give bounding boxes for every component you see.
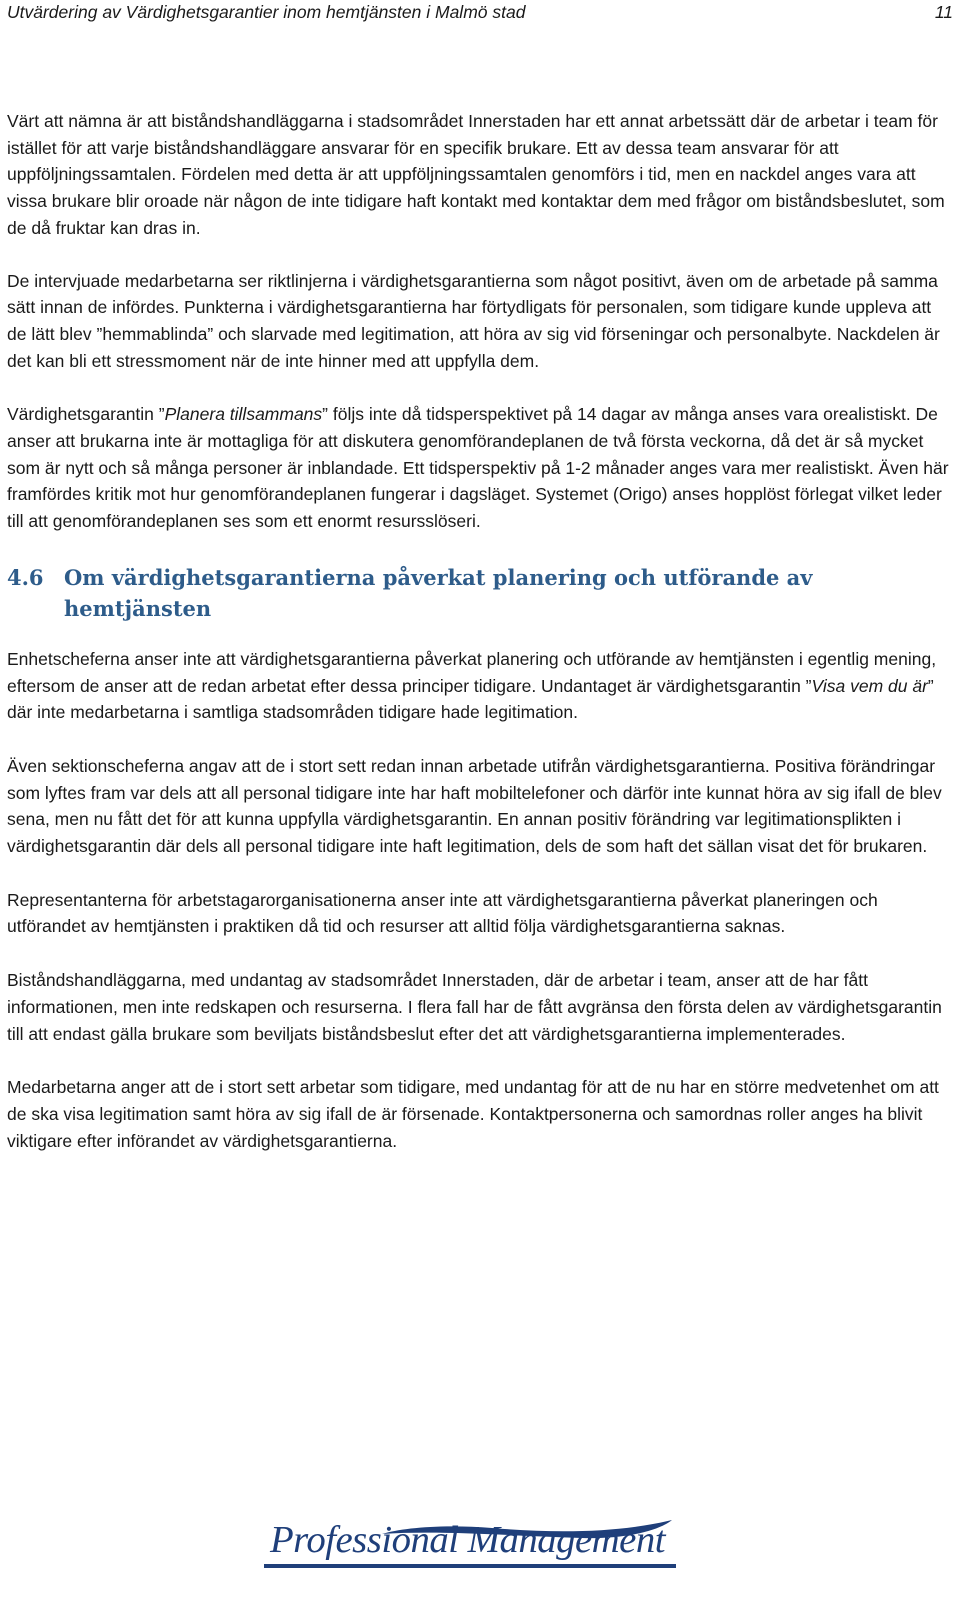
body-paragraph	[7, 401, 953, 535]
running-header	[7, 0, 953, 26]
body-paragraph: Medarbetarna anger att de i stort sett arbetar som tidigare, med undantag för att de nu har en större medvetenhet om att de ska visa legitimation samt höra av sig ifall de är försenade. Kontaktpersonerna och samordnas roller anges ha blivit viktigare efter införandet av värdighetsgarantierna.	[7, 1077, 939, 1151]
body-paragraph: Biståndshandläggarna, med undantag av stadsområdet Innerstaden, där de arbetar i team, anser att de har fått informationen, men inte redskapen och resurserna. I flera fall har de fått avgränsa den första delen av värdighetsgarantin till att endast gälla brukare som beviljats biståndsbeslut efter det att värdighetsgarantierna implementerades.	[7, 970, 942, 1044]
paragraph-text: ” följs inte då tidsperspektivet på 14 dagar av många anses vara orealistiskt. De anser att brukarna inte är mottagliga för att diskutera genomförandeplanen de två första veckorna, då det är så mycket som är nytt och så många personer är inblandade. Ett tidsperspektiv på 1-2 månader anges vara mer realistiskt. Även här framfördes kritik mot hur genomförandeplanen fungerar i dagsläget. Systemet (Origo) anses hopplöst förlegat vilket leder till att genomförandeplanen ses som ett enormt resursslöseri.	[7, 404, 949, 532]
company-logo	[262, 1508, 682, 1580]
guarantee-name: Visa vem du är	[811, 675, 928, 696]
body-paragraph: Värt att nämna är att biståndshandläggarna i stadsområdet Innerstaden har ett annat arbetssätt där de arbetar i team för istället för att varje biståndshandläggare ansvarar för en specifik brukare. Ett av dessa team ansvarar för att uppföljningssamtalen. Fördelen med detta är att uppföljningssamtalen genomförs i tid, men en nackdel anges vara att vissa brukare blir oroade när någon de inte tidigare haft kontakt med kontaktar dem med frågor om biståndsbeslutet, som de då fruktar kan dras in.	[7, 111, 945, 238]
logo-wordmark: Professional Management	[268, 1519, 667, 1561]
section-number: 4.6	[7, 564, 44, 590]
section-title: Om värdighetsgarantierna påverkat planering och utförande av hemtjänsten	[64, 564, 813, 621]
body-paragraph: Även sektionscheferna angav att de i stort sett redan innan arbetade utifrån värdighetsgarantierna. Positiva förändringar som lyftes fram var dels att all personal tidigare inte har haft mobiltelefoner och därför inte kunnat höra av sig ifall de blev sena, men nu fått det för att kunna uppfylla värdighetsgarantin. En annan positiv förändring var legitimationsplikten i värdighetsgarantin där dels all personal tidigare inte haft legitimation, dels de som haft det sällan visat det för brukaren.	[7, 755, 942, 857]
paragraph-text: ” där inte medarbetarna i samtliga stadsområden tidigare hade legitimation.	[7, 675, 934, 723]
document-title: Utvärdering av Värdighetsgarantier inom hemtjänsten i Malmö stad	[7, 2, 526, 22]
section-heading	[7, 562, 953, 624]
body-paragraph: De intervjuade medarbetarna ser riktlinjerna i värdighetsgarantierna som något positivt, även om de arbetade på samma sätt innan de infördes. Punkterna i värdighetsgarantierna har förtydligats för personalen, som tidigare kunde uppleva att de lätt blev ”hemmablinda” och slarvade med legitimation, att höra av sig vid förseningar och personalbyte. Nackdelen är det kan bli ett stressmoment när de inte hinner med att uppfylla dem.	[7, 270, 940, 371]
guarantee-name: Planera tillsammans	[164, 404, 323, 425]
body-paragraph	[7, 646, 953, 726]
logo-underline	[264, 1564, 676, 1568]
body-paragraph: Representanterna för arbetstagarorganisationerna anser inte att värdighetsgarantierna påverkat planeringen och utförandet av hemtjänsten i praktiken då tid och resurser att alltid följa värdighetsgarantierna saknas.	[7, 889, 878, 937]
page-number: 11	[934, 2, 953, 22]
paragraph-text: Värdighetsgarantin ”	[7, 404, 165, 425]
page-body	[7, 108, 953, 1181]
paragraph-text: Enhetscheferna anser inte att värdighetsgarantierna påverkat planering och utförande av hemtjänsten i egentlig mening, eftersom de anser att de redan arbetat efter dessa principer tidigare. Undantaget är värdighetsgarantin ”	[7, 648, 937, 696]
